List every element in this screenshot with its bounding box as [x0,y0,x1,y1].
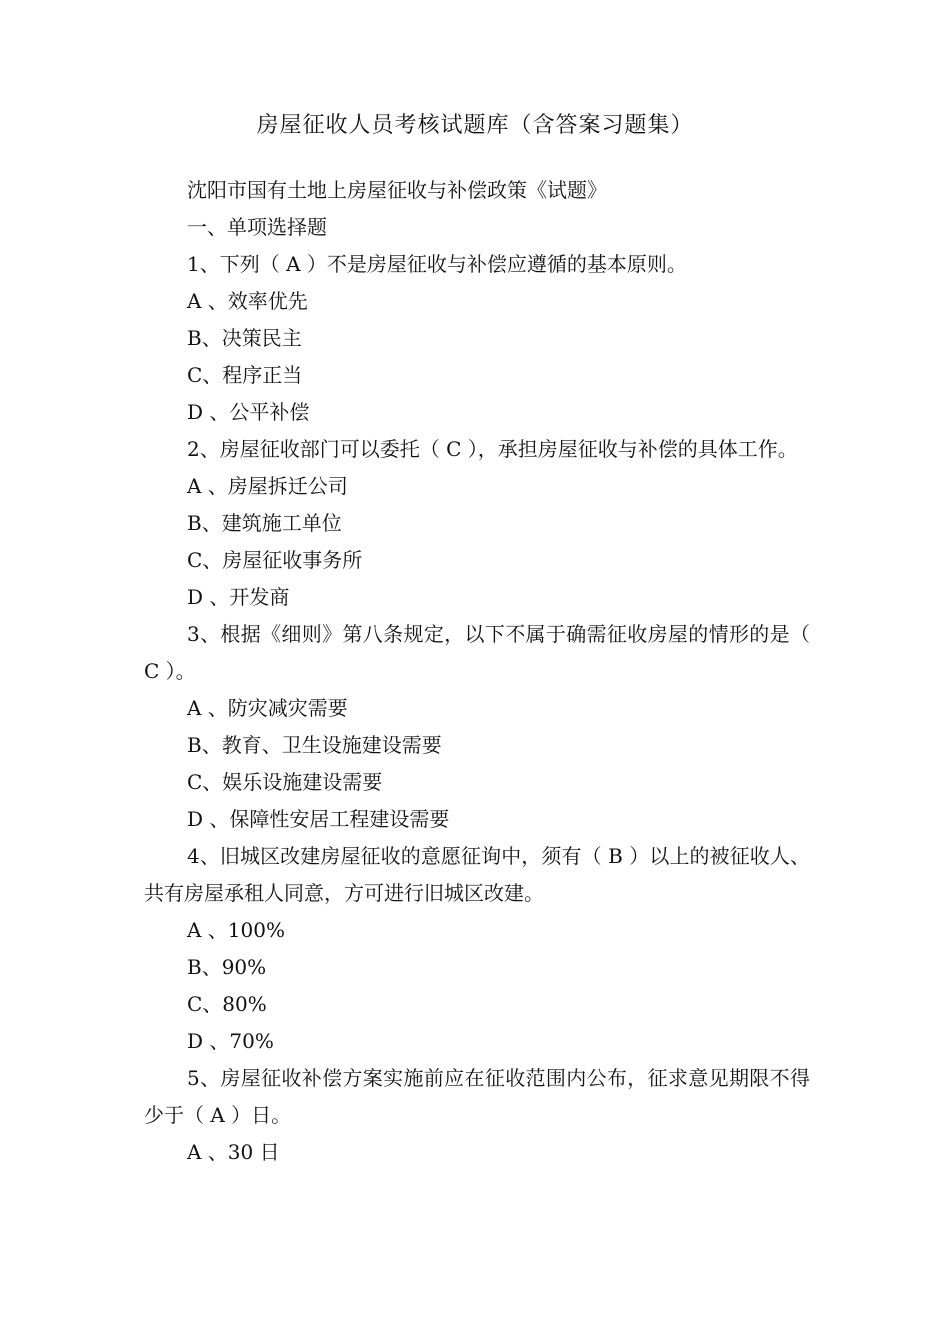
option-item: C、娱乐设施建设需要 [187,770,383,794]
section-heading: 一、单项选择题 [187,215,327,239]
option-item: B、决策民主 [187,326,302,350]
option-item: A 、30 日 [187,1140,280,1164]
question-text: 3、根据《细则》第八条规定，以下不属于确需征收房屋的情形的是（ C ）。 [144,622,810,683]
option-item: C、80% [187,992,267,1016]
option-item: C、房屋征收事务所 [187,548,363,572]
option-item: B、建筑施工单位 [187,511,342,535]
option-item: A 、100% [187,918,285,942]
question-text: 4、旧城区改建房屋征收的意愿征询中，须有（ B ）以上的被征收人、共有房屋承租人同意，方可进行旧城区改建。 [144,844,810,905]
option-item: D 、保障性安居工程建设需要 [187,807,450,831]
document-subtitle: 沈阳市国有土地上房屋征收与补偿政策《试题》 [187,178,607,202]
option-item: C、程序正当 [187,363,303,387]
option-item: B、教育、卫生设施建设需要 [187,733,442,757]
document-body [144,172,810,1171]
option-item: A 、房屋拆迁公司 [187,474,348,498]
question-text: 5、房屋征收补偿方案实施前应在征收范围内公布，征求意见期限不得少于（ A ）日。 [144,1066,810,1127]
option-item: B、90% [187,955,267,979]
option-item: A 、效率优先 [187,289,308,313]
question-text: 2、房屋征收部门可以委托（ C ），承担房屋征收与补偿的具体工作。 [187,437,798,461]
option-item: A 、防灾减灾需要 [187,696,348,720]
option-item: D 、开发商 [187,585,290,609]
option-item: D 、公平补偿 [187,400,310,424]
option-item: D 、70% [187,1029,274,1053]
question-text: 1、下列（ A ）不是房屋征收与补偿应遵循的基本原则。 [187,252,687,276]
document-title: 房屋征收人员考核试题库（含答案习题集） [256,113,694,138]
